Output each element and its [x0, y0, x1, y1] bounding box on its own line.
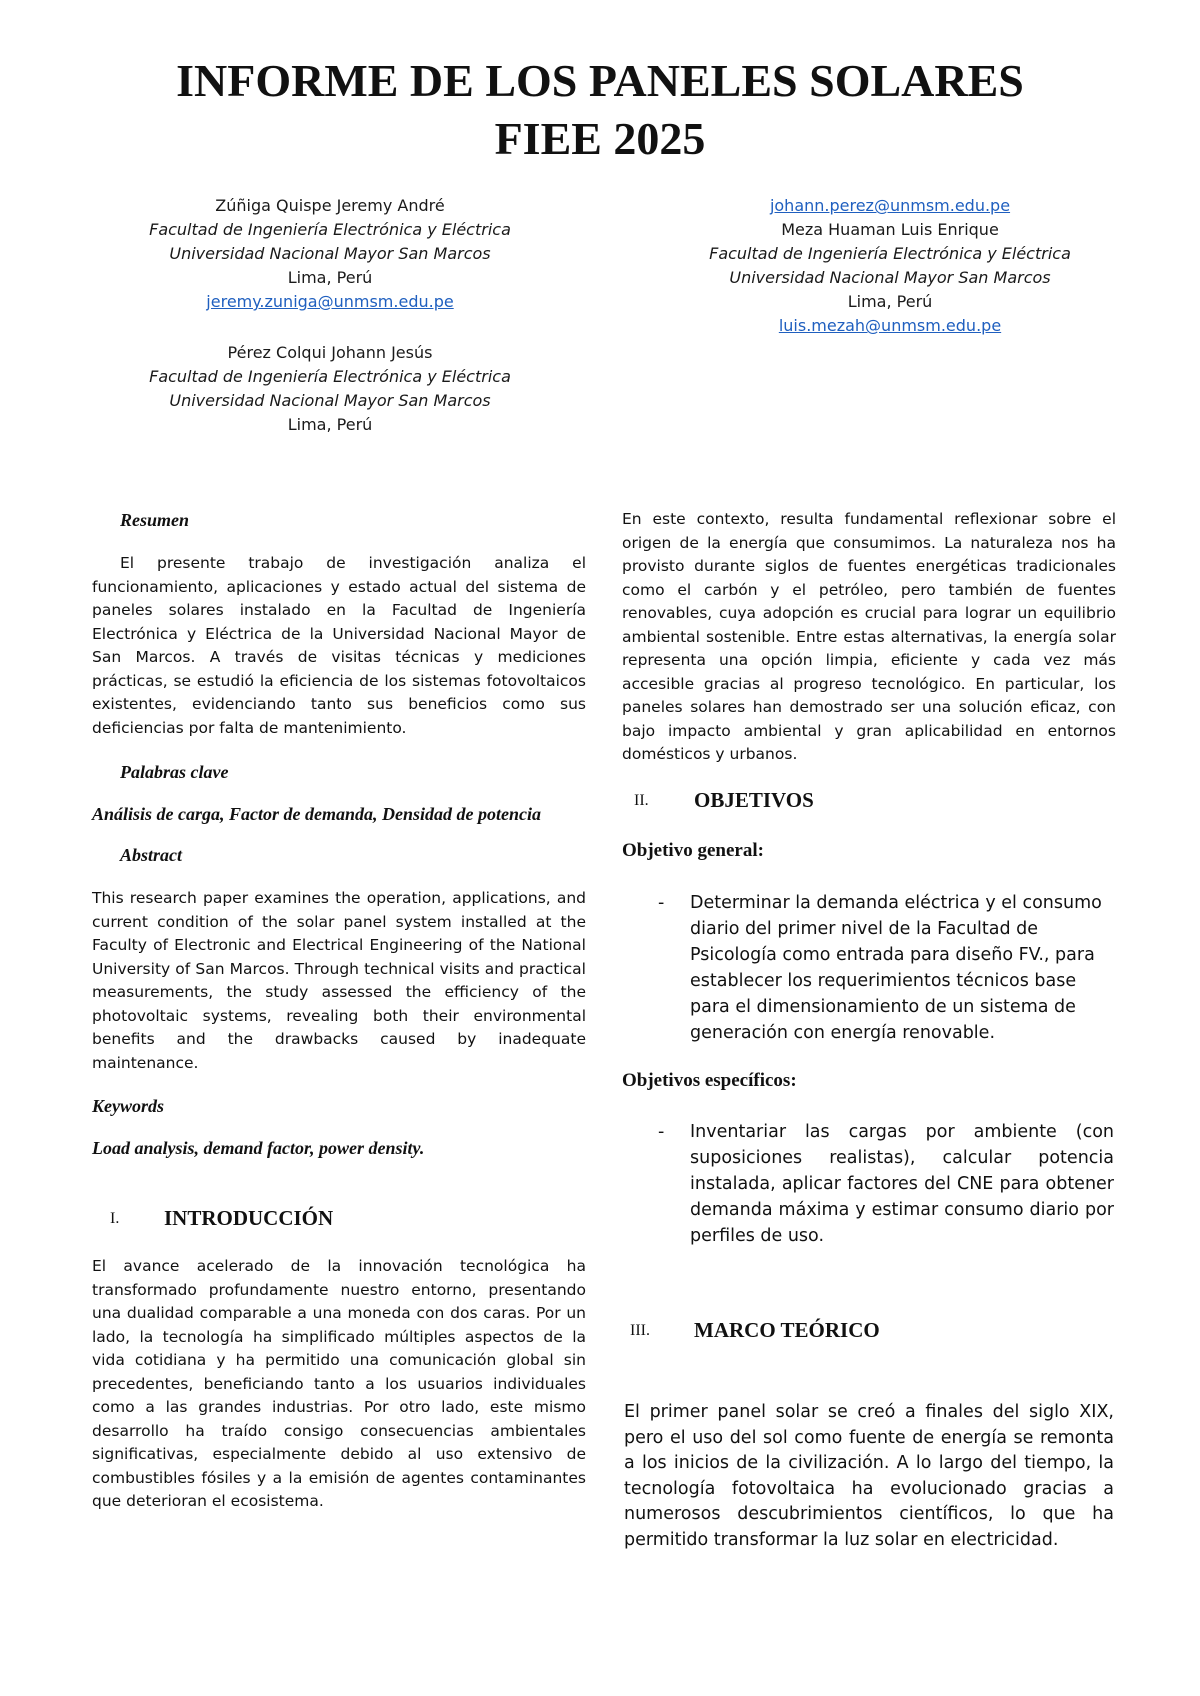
objetivo-general-text: Determinar la demanda eléctrica y el consumo diario del primer nivel de la Facultad de Psicología como entrada para diseño FV., para establecer los requerimientos técnicos base para el dimensionamiento de un sistema de generación con energía renovable.	[690, 893, 1102, 1043]
author-block-1	[80, 194, 580, 314]
author-faculty: Facultad de Ingeniería Electrónica y Eléctrica	[149, 367, 511, 386]
section-heading-introduccion	[110, 1206, 580, 1236]
author-name: Meza Huaman Luis Enrique	[781, 220, 999, 239]
author-faculty: Facultad de Ingeniería Electrónica y Eléctrica	[149, 220, 511, 239]
marco-teorico-text: El primer panel solar se creó a finales del siglo XIX, pero el uso del sol como fuente de energía se remonta a los inicios de la civilización. A lo largo del tiempo, la tecnología fotovoltaica ha evolucionado gracias a numerosos descubrimientos científicos, lo que ha permitido transformar la luz solar en electricidad.	[624, 1402, 1114, 1550]
author-university: Universidad Nacional Mayor San Marcos	[169, 244, 491, 263]
section-heading-marco-teorico	[630, 1318, 1110, 1348]
author-city: Lima, Perú	[287, 415, 373, 434]
section-number: I.	[110, 1210, 120, 1227]
author-email-link[interactable]: johann.perez@unmsm.edu.pe	[769, 196, 1011, 215]
objetivos-especificos-heading: Objetivos específicos:	[622, 1070, 797, 1091]
palabras-clave-heading: Palabras clave	[120, 762, 229, 782]
section-number: II.	[634, 792, 649, 809]
introduccion-body	[92, 1255, 586, 1514]
objetivo-general-bullet	[658, 890, 1114, 1050]
title-line-1: INFORME DE LOS PANELES SOLARES	[176, 55, 1024, 106]
section-title: INTRODUCCIÓN	[164, 1206, 334, 1230]
objetivos-especificos-bullet	[658, 1119, 1114, 1259]
resumen-text: El presente trabajo de investigación analiza el funcionamiento, aplicaciones y estado actual del sistema de paneles solares instalado en la Facultad de Ingeniería Electrónica y Eléctrica de la Universidad Nacional Mayor de San Marcos. A través de visitas técnicas y mediciones prácticas, se estudió la eficiencia de los sistemas fotovoltaicos existentes, evidenciando tanto sus beneficios como sus deficiencias por falta de mantenimiento.	[92, 554, 586, 737]
author-university: Universidad Nacional Mayor San Marcos	[729, 268, 1051, 287]
context-text: En este contexto, resulta fundamental reflexionar sobre el origen de la energía que consumimos. La naturaleza nos ha provisto durante siglos de fuentes energéticas tradicionales como el carbón y el petróleo, pero también de fuentes renovables, cuya adopción es crucial para lograr un equilibrio ambiental sostenible. Entre estas alternativas, la energía solar representa una opción limpia, eficiente y cada vez más accesible gracias al progreso tecnológico. En particular, los paneles solares han demostrado ser una solución eficaz, con bajo impacto ambiental y gran aplicabilidad en entornos domésticos y urbanos.	[622, 510, 1116, 763]
objetivo-general-heading: Objetivo general:	[622, 840, 764, 861]
right-column-context	[622, 508, 1116, 767]
author-city: Lima, Perú	[287, 268, 373, 287]
section-number: III.	[630, 1322, 650, 1339]
author-name: Zúñiga Quispe Jeremy André	[215, 196, 445, 215]
palabras-clave-text: Análisis de carga, Factor de demanda, Densidad de potencia	[92, 804, 541, 824]
bullet-dash: -	[658, 893, 665, 913]
title-line-2: FIEE 2025	[494, 113, 706, 164]
author-faculty: Facultad de Ingeniería Electrónica y Eléctrica	[709, 244, 1071, 263]
author-block-3	[650, 194, 1130, 338]
section-title: MARCO TEÓRICO	[694, 1318, 880, 1342]
author-email-link[interactable]: jeremy.zuniga@unmsm.edu.pe	[206, 292, 454, 311]
keywords-text: Load analysis, demand factor, power density.	[92, 1138, 425, 1158]
author-university: Universidad Nacional Mayor San Marcos	[169, 391, 491, 410]
author-email-link[interactable]: luis.mezah@unmsm.edu.pe	[778, 316, 1002, 335]
left-column	[92, 508, 586, 1161]
abstract-heading: Abstract	[120, 845, 183, 865]
author-city: Lima, Perú	[847, 292, 933, 311]
objetivos-especificos-text: Inventariar las cargas por ambiente (con suposiciones realistas), calcular potencia instalada, aplicar factores del CNE para obtener demanda máxima y estimar consumo diario por perfiles de uso.	[690, 1122, 1114, 1246]
author-name: Pérez Colqui Johann Jesús	[227, 343, 433, 362]
introduccion-text: El avance acelerado de la innovación tecnológica ha transformado profundamente nuestro entorno, presentando una dualidad comparable a una moneda con dos caras. Por un lado, la tecnología ha simplificado múltiples aspectos de la vida cotidiana y ha permitido una comunicación global sin precedentes, beneficiando tanto a los usuarios individuales como a las grandes industrias. Por otro lado, este mismo desarrollo ha traído consigo consecuencias ambientales significativas, especialmente debido al uso extensivo de combustibles fósiles y a la emisión de agentes contaminantes que deterioran el ecosistema.	[92, 1257, 586, 1510]
section-title: OBJETIVOS	[694, 788, 814, 812]
section-heading-objetivos	[634, 788, 1114, 818]
resumen-heading: Resumen	[120, 510, 190, 530]
abstract-text: This research paper examines the operation, applications, and current condition of the solar panel system installed at the Faculty of Electronic and Electrical Engineering of the National University of San Marcos. Through technical visits and practical measurements, the study assessed the efficiency of the photovoltaic systems, revealing both their environmental benefits and the drawbacks caused by inadequate maintenance.	[92, 889, 586, 1072]
paper-title	[80, 52, 1120, 168]
bullet-dash: -	[658, 1122, 665, 1142]
author-block-2	[80, 341, 580, 437]
keywords-heading: Keywords	[92, 1096, 164, 1116]
